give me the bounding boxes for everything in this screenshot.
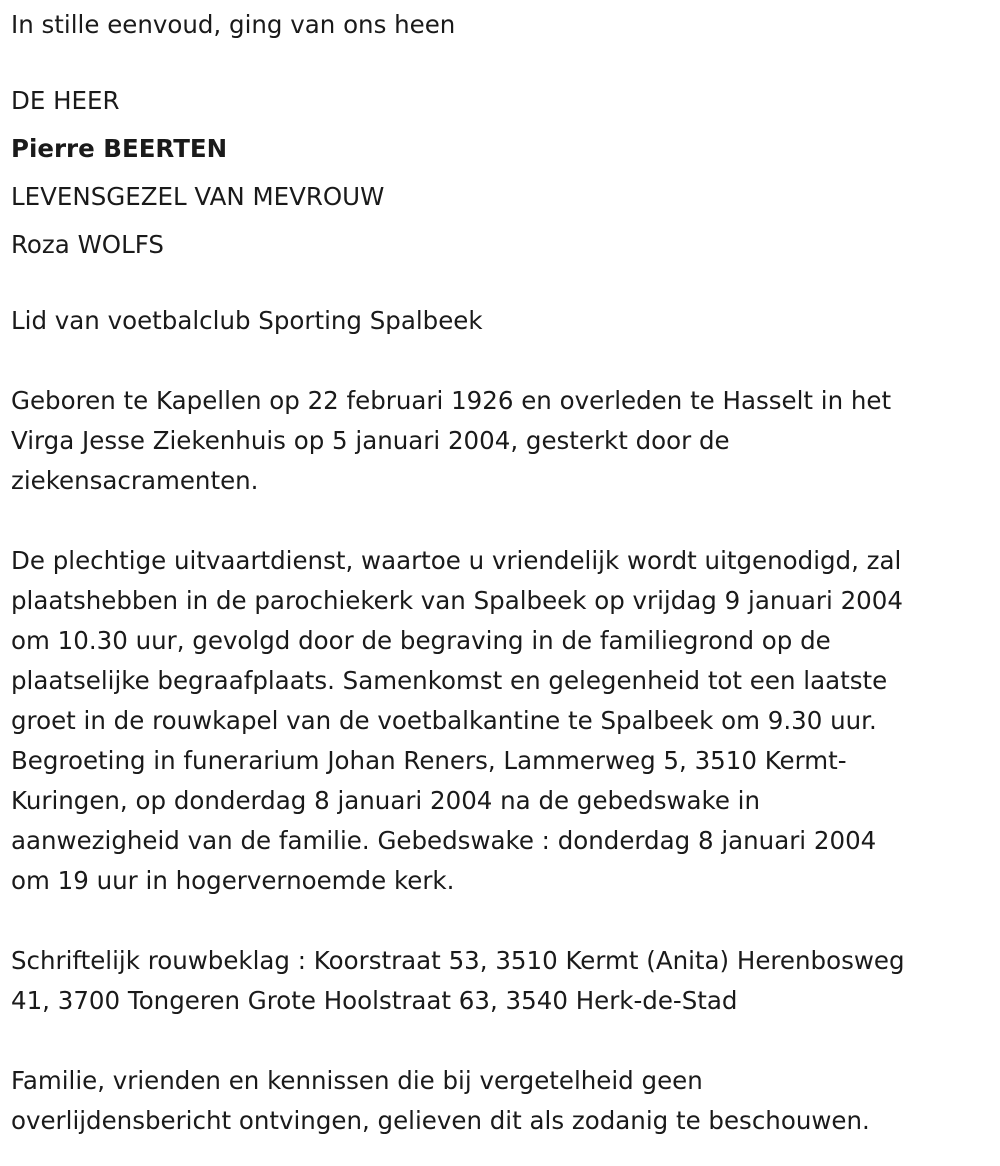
- funeral-line: Begroeting in funerarium Johan Reners, Lammerweg 5, 3510 Kermt-: [11, 746, 847, 775]
- funeral-line: Kuringen, op donderdag 8 januari 2004 na de gebedswake in: [11, 786, 761, 815]
- birth-death-line: ziekensacramenten.: [11, 466, 259, 495]
- funeral-line: plaatshebben in de parochiekerk van Spalbeek op vrijdag 9 januari 2004: [11, 586, 903, 615]
- closing-paragraph: [11, 1061, 991, 1141]
- club-line: Lid van voetbalclub Sporting Spalbeek: [11, 306, 483, 335]
- condolences-line: Schriftelijk rouwbeklag : Koorstraat 53, 3510 Kermt (Anita) Herenbosweg: [11, 946, 905, 975]
- relation-line: LEVENSGEZEL VAN MEVROUW: [11, 182, 385, 211]
- deceased-name: Pierre BEERTEN: [11, 134, 228, 163]
- obituary-notice: [11, 5, 991, 1141]
- birth-death-line: Geboren te Kapellen op 22 februari 1926 en overleden te Hasselt in het: [11, 386, 892, 415]
- deceased-header: [11, 77, 991, 269]
- condolences-line: 41, 3700 Tongeren Grote Hoolstraat 63, 3540 Herk-de-Stad: [11, 986, 738, 1015]
- birth-death-paragraph: [11, 381, 991, 501]
- funeral-line: om 10.30 uur, gevolgd door de begraving in de familiegrond op de: [11, 626, 831, 655]
- funeral-line: aanwezigheid van de familie. Gebedswake : donderdag 8 januari 2004: [11, 826, 877, 855]
- closing-line: overlijdensbericht ontvingen, gelieven dit als zodanig te beschouwen.: [11, 1106, 870, 1135]
- funeral-line: om 19 uur in hogervernoemde kerk.: [11, 866, 455, 895]
- birth-death-line: Virga Jesse Ziekenhuis op 5 januari 2004, gesterkt door de: [11, 426, 730, 455]
- intro-line: In stille eenvoud, ging van ons heen: [11, 10, 456, 39]
- funeral-line: plaatselijke begraafplaats. Samenkomst en gelegenheid tot een laatste: [11, 666, 888, 695]
- title-line: DE HEER: [11, 86, 120, 115]
- funeral-line: groet in de rouwkapel van de voetbalkantine te Spalbeek om 9.30 uur.: [11, 706, 877, 735]
- closing-line: Familie, vrienden en kennissen die bij vergetelheid geen: [11, 1066, 703, 1095]
- condolences-paragraph: [11, 941, 991, 1021]
- partner-name: Roza WOLFS: [11, 230, 164, 259]
- funeral-paragraph: [11, 541, 991, 901]
- funeral-line: De plechtige uitvaartdienst, waartoe u vriendelijk wordt uitgenodigd, zal: [11, 546, 902, 575]
